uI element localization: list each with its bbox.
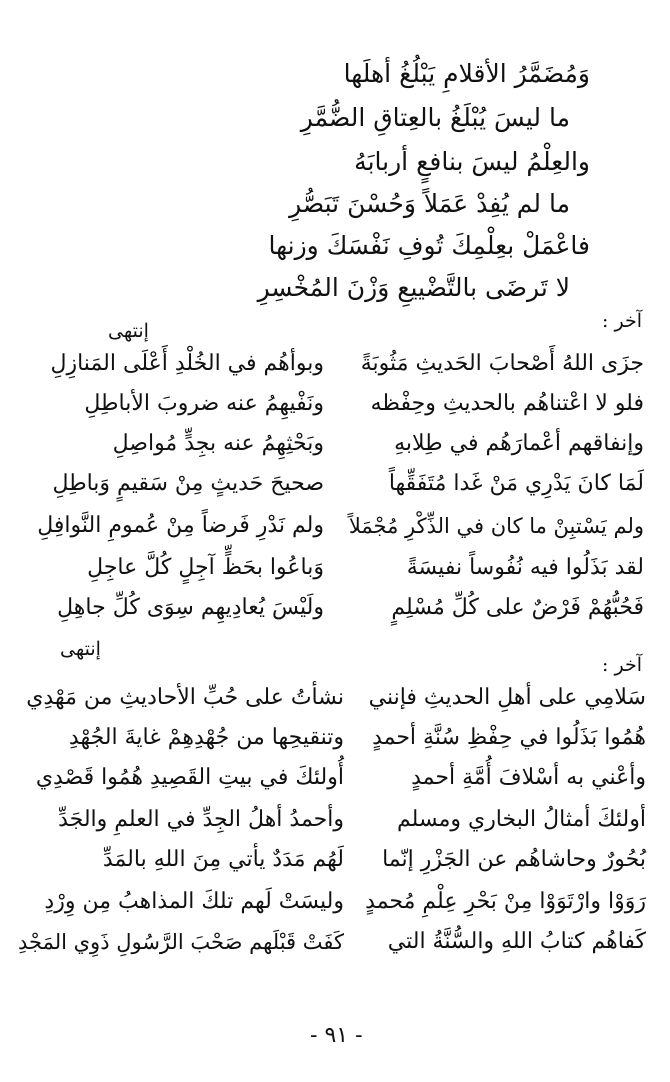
poem2-right-line: ولم يَسْتبِنْ ما كان في الذِّكْرِ مُجْمَلاً <box>348 514 644 538</box>
poem2-left-line: وَباعُوا بحَظٍّ آجِلٍ كُلَّ عاجِلِ <box>87 555 324 580</box>
poem3-right-line: أولئكَ أمثالُ البخاري ومسلم <box>397 807 646 832</box>
poem2-left-line: وبَحْثِهِمُ عنه بجِدٍّ مُواصِلِ <box>112 431 324 456</box>
poem3-right-line: هُمُوا بَذَلُوا في حِفْظِ سُنَّةِ أحمدٍ <box>372 725 646 750</box>
poem2-left-line: ونَفْيهِمُ عنه ضروبَ الأباطِلِ <box>84 391 324 416</box>
top-poem-line: والعِلْمُ ليسَ بنافعٍ أربابَهُ <box>354 147 590 176</box>
poem3-right-line: وأعْني به أسْلافَ أُمَّةِ أحمدٍ <box>411 765 646 790</box>
poem2-right-line: وإنفاقهم أعْمارَهُم في طِلابهِ <box>394 431 644 456</box>
poem3-left-line: وتنقيحِها من جُهْدِهِمْ غايةَ الجُهْدِ <box>68 725 344 750</box>
poem2-right-line: فلو لا اعْتناهُم بالحديثِ وحِفْظه <box>370 391 644 416</box>
poem2-left-line: وبوأهُم في الخُلْدِ أَعْلَى المَنازِلِ <box>50 351 324 376</box>
section-header: آخر : <box>602 310 642 332</box>
end-marker: إنتهى <box>108 320 149 342</box>
poem3-right-line: كَفاهُم كتابُ اللهِ والسُّنَّةُ التي <box>387 929 646 954</box>
poem3-right-line: بُحُورٌ وحاشاهُم عن الجَزْرِ إنّما <box>382 847 646 872</box>
poem2-right-line: فَحُبُّهُمْ فَرْضٌ على كُلِّ مُسْلِمٍ <box>391 595 644 620</box>
poem3-right-line: رَوَوْا وارْتَوَوْا مِنْ بَحْرِ عِلْمِ مُحمدٍ <box>365 889 646 914</box>
page-number: - ٩١ - <box>310 1023 363 1048</box>
poem2-left-line: ولم نَدْرِ فَرضاً مِنْ عُمومِ النَّوافِلِ <box>37 513 324 538</box>
top-poem-line: ما لم يُفِدْ عَمَلاً وَحُسْنَ تَبَصُّرِ <box>289 189 570 218</box>
top-poem-line: فاعْمَلْ بعِلْمِكَ تُوفِ نَفْسَكَ وزنها <box>268 231 590 260</box>
poem3-left-line: وأحمدُ أهلُ الجِدِّ في العلمِ والجَدِّ <box>58 807 344 832</box>
poem2-left-line: ولَيْسَ يُعادِيهِم سِوَى كُلِّ جاهِلِ <box>57 595 324 620</box>
poem2-left-line: صحيحَ حَديثٍ مِنْ سَقيمٍ وَباطِلِ <box>52 471 324 496</box>
top-poem-line: وَمُضَمَّرُ الأقلامِ يَبْلُغُ أهلَها <box>343 59 590 88</box>
end-marker: إنتهى <box>60 638 101 660</box>
poem3-left-line: وليسَتْ لَهم تلكَ المذاهبُ مِن وِرْدِ <box>44 889 344 914</box>
poem3-left-line: لَهُم مَدَدٌ يأتي مِنَ اللهِ بالمَدِّ <box>102 847 344 872</box>
section-header: آخر : <box>602 654 642 676</box>
top-poem-line: ما ليسَ يُبْلَغُ بالعِتاقِ الضُّمَّرِ <box>300 103 570 132</box>
poem3-left-line: أُولئكَ في بيتِ القَصِيدِ هُمُوا قَصْدِي <box>35 765 344 790</box>
poem3-right-line: سَلامِي على أهلِ الحديثِ فإنني <box>368 685 646 710</box>
poem3-left-line: كَفَتْ قَبْلَهم صَحْبَ الرَّسُولِ ذَوِي المَجْدِ <box>17 930 344 954</box>
top-poem-line: لا تَرضَى بالتَّضْييعِ وَزْنَ المُخْسِرِ <box>257 273 570 302</box>
poem2-right-line: لَمَا كانَ يَدْرِي مَنْ غَدا مُتَفَقِّهاً <box>388 471 644 496</box>
poem2-right-line: لقد بَذَلُوا فيه نُفُوساً نفيسَةً <box>406 555 644 580</box>
poem2-right-line: جزَى اللهُ أَصْحابَ الحَديثِ مَثُوبَةً <box>360 351 644 376</box>
poem3-left-line: نشأتُ على حُبِّ الأحاديثِ من مَهْدِي <box>26 685 344 710</box>
